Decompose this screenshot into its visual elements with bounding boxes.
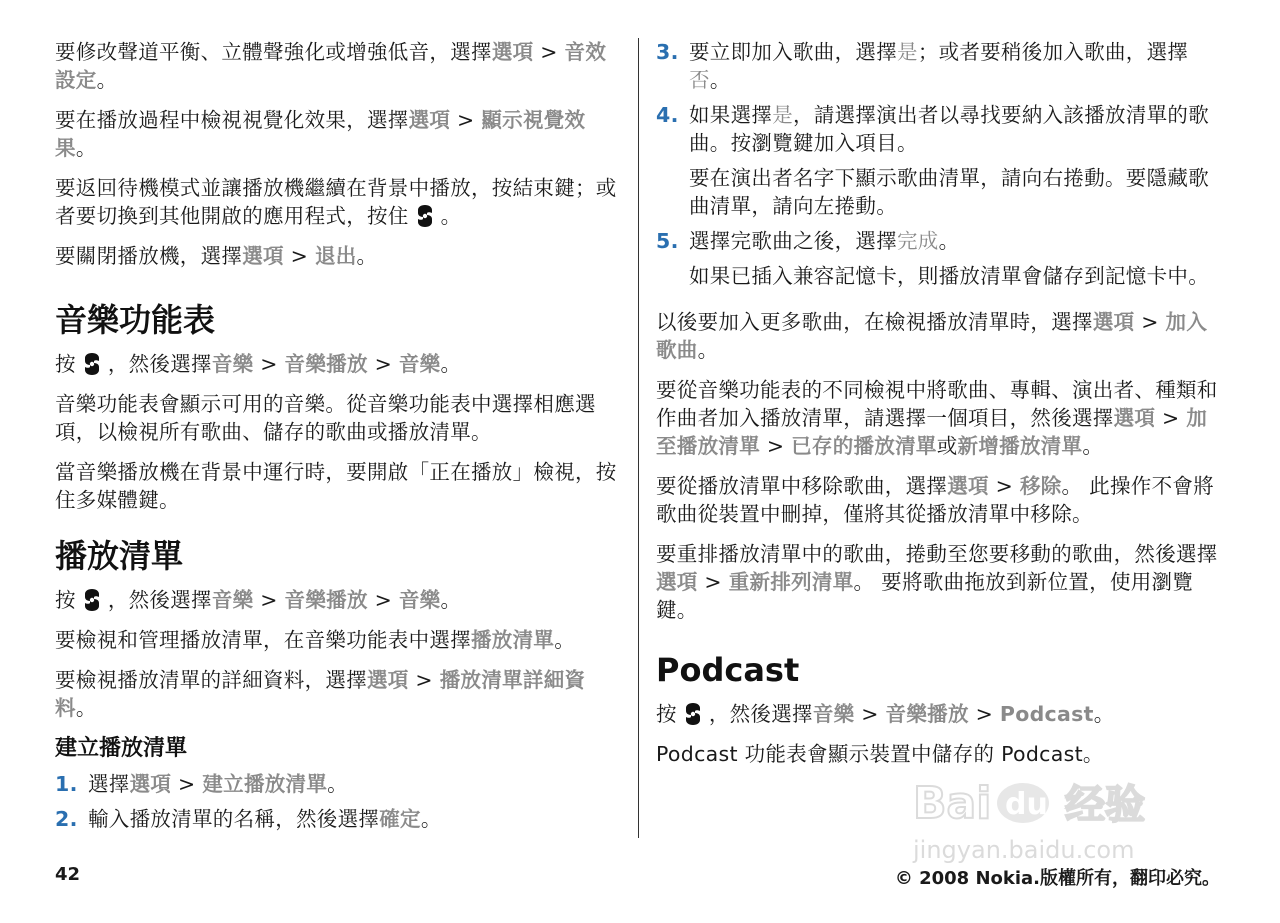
nav-instruction-podcast: 按 ，然後選擇音樂 > 音樂播放 > Podcast。 xyxy=(656,702,1115,726)
step-number: 2. xyxy=(55,807,78,831)
paragraph-remove-song: 要從播放清單中移除歌曲，選擇選項 > 移除。 此操作不會將歌曲從裝置中刪掉，僅將其從播放清單中移除。 xyxy=(656,474,1214,526)
heading-playlists: 播放清單 xyxy=(55,537,184,575)
baidu-watermark-logo xyxy=(905,770,1205,870)
link-no[interactable]: 否 xyxy=(689,68,710,92)
nav-instruction-library: 按 ，然後選擇音樂 > 音樂播放 > 音樂。 xyxy=(55,352,462,376)
link-yes[interactable]: 是 xyxy=(772,103,794,127)
step-2: 2. 輸入播放清單的名稱，然後選擇確定。 xyxy=(55,807,442,831)
link-saved-playlist[interactable]: 已存的播放清單 xyxy=(791,434,937,458)
paragraph-visualization: 要在播放過程中檢視視覺化效果，選擇選項 > 顯示視覺效果。 xyxy=(55,108,586,160)
link-options[interactable]: 選項 xyxy=(947,474,989,498)
menu-key-icon xyxy=(415,204,435,228)
svg-text:du: du xyxy=(1005,787,1048,822)
step-4-note: 要在演出者名字下顯示歌曲清單，請向右捲動。要隱藏歌曲清單，請向左捲動。 xyxy=(689,166,1209,218)
link-music[interactable]: 音樂 xyxy=(211,352,254,376)
link-music-library[interactable]: 音樂 xyxy=(398,352,441,376)
svg-text:Bai: Bai xyxy=(913,778,992,829)
link-options[interactable]: 選項 xyxy=(1113,406,1156,430)
step-number: 4. xyxy=(656,103,679,127)
link-music-player[interactable]: 音樂播放 xyxy=(284,588,368,612)
paragraph-background-play: 要返回待機模式並讓播放機繼續在背景中播放，按結束鍵；或者要切換到其他開啟的應用程式，按住 。 xyxy=(55,176,617,228)
link-exit[interactable]: 退出 xyxy=(314,244,357,268)
link-options[interactable]: 選項 xyxy=(367,668,409,692)
heading-create-playlist: 建立播放清單 xyxy=(55,736,188,761)
column-divider xyxy=(638,38,639,838)
link-music-library[interactable]: 音樂 xyxy=(398,588,441,612)
menu-key-icon xyxy=(82,352,102,376)
paragraph-now-playing: 當音樂播放機在背景中運行時，要開啟「正在播放」檢視，按住多媒體鍵。 xyxy=(55,460,617,512)
link-playlist-details[interactable]: 播放清單詳細資料 xyxy=(55,668,586,720)
link-done[interactable]: 完成 xyxy=(897,229,939,253)
paragraph-audio-settings: 要修改聲道平衡、立體聲強化或增強低音，選擇選項 > 音效設定。 xyxy=(55,40,607,92)
step-5-note: 如果已插入兼容記憶卡，則播放清單會儲存到記憶卡中。 xyxy=(689,264,1209,288)
link-podcast[interactable]: Podcast xyxy=(999,702,1094,726)
page-number: 42 xyxy=(55,864,81,885)
paragraph-playlist-details: 要檢視播放清單的詳細資料，選擇選項 > 播放清單詳細資料。 xyxy=(55,668,586,720)
copyright-notice: © 2008 Nokia.版權所有，翻印必究。 xyxy=(894,868,1220,889)
paragraph-close-player: 要關閉播放機，選擇選項 > 退出。 xyxy=(55,244,378,268)
link-options[interactable]: 選項 xyxy=(242,244,284,268)
paragraph-reorder: 要重排播放清單中的歌曲，捲動至您要移動的歌曲，然後選擇選項 > 重新排列清單。 要將歌曲拖放到新位置，使用瀏覽鍵。 xyxy=(656,542,1218,622)
link-add-songs[interactable]: 加入歌曲 xyxy=(656,310,1208,362)
paragraph-podcast-desc: Podcast 功能表會顯示裝置中儲存的 Podcast。 xyxy=(656,742,1104,766)
link-yes[interactable]: 是 xyxy=(897,40,918,64)
svg-text:jingyan.baidu.com: jingyan.baidu.com xyxy=(913,836,1135,864)
heading-podcast: Podcast xyxy=(656,651,800,689)
paragraph-manage-playlists: 要檢視和管理播放清單，在音樂功能表中選擇播放清單。 xyxy=(55,628,576,652)
svg-text:经验: 经验 xyxy=(1065,782,1145,828)
step-4: 4. 如果選擇是，請選擇演出者以尋找要納入該播放清單的歌曲。按瀏覽鍵加入項目。 xyxy=(656,103,1210,155)
paragraph-add-more-songs: 以後要加入更多歌曲，在檢視播放清單時，選擇選項 > 加入歌曲。 xyxy=(656,310,1208,362)
link-show-visualization[interactable]: 顯示視覺效果 xyxy=(55,108,586,160)
nav-instruction-playlists: 按 ，然後選擇音樂 > 音樂播放 > 音樂。 xyxy=(55,588,462,612)
heading-music-library: 音樂功能表 xyxy=(55,301,216,339)
link-ok[interactable]: 確定 xyxy=(379,807,421,831)
right-column xyxy=(656,38,1226,780)
step-3: 3. 要立即加入歌曲，選擇是；或者要稍後加入歌曲，選擇否。 xyxy=(656,40,1189,92)
link-options[interactable]: 選項 xyxy=(408,108,451,132)
link-create-playlist[interactable]: 建立播放清單 xyxy=(202,772,328,796)
link-reorder-list[interactable]: 重新排列清單 xyxy=(728,570,854,594)
menu-key-icon xyxy=(82,588,102,612)
link-music-player[interactable]: 音樂播放 xyxy=(284,352,368,376)
link-add-to-playlist[interactable]: 加至播放清單 xyxy=(656,406,1208,458)
link-music[interactable]: 音樂 xyxy=(211,588,254,612)
paragraph-add-to-playlist: 要從音樂功能表的不同檢視中將歌曲、專輯、演出者、種類和作曲者加入播放清單，請選擇一個項目，然後選擇選項 > 加至播放清單 > 已存的播放清單或新增播放清單。 xyxy=(656,378,1218,458)
link-playlists[interactable]: 播放清單 xyxy=(471,628,555,652)
link-remove[interactable]: 移除 xyxy=(1019,474,1062,498)
step-number: 3. xyxy=(656,40,679,64)
left-column xyxy=(55,38,625,840)
link-options[interactable]: 選項 xyxy=(491,40,534,64)
menu-key-icon xyxy=(683,702,703,726)
step-number: 1. xyxy=(55,772,78,796)
step-1: 1. 選擇選項 > 建立播放清單。 xyxy=(55,772,348,796)
link-audio-settings[interactable]: 音效設定 xyxy=(55,40,607,92)
step-number: 5. xyxy=(656,229,679,253)
link-options[interactable]: 選項 xyxy=(656,570,698,594)
link-music-player[interactable]: 音樂播放 xyxy=(885,702,969,726)
link-options[interactable]: 選項 xyxy=(1092,310,1135,334)
link-options[interactable]: 選項 xyxy=(129,772,172,796)
step-5: 5. 選擇完歌曲之後，選擇完成。 xyxy=(656,229,960,253)
link-music[interactable]: 音樂 xyxy=(812,702,855,726)
link-new-playlist[interactable]: 新增播放清單 xyxy=(957,434,1083,458)
paragraph-library-desc: 音樂功能表會顯示可用的音樂。從音樂功能表中選擇相應選項，以檢視所有歌曲、儲存的歌曲或播放清單。 xyxy=(55,392,596,444)
